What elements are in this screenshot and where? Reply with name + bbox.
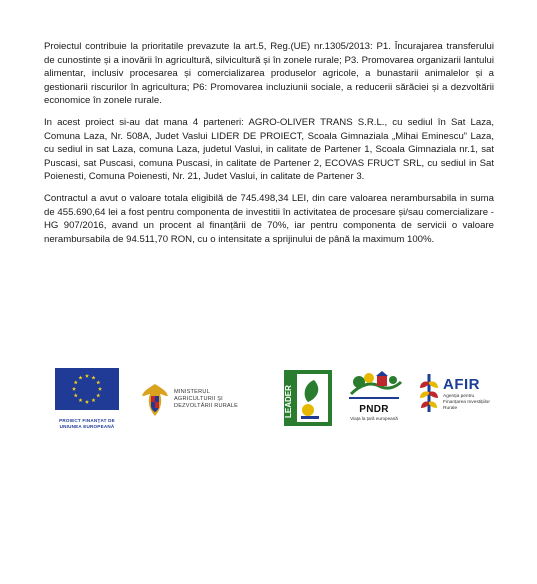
madr-caption: MINISTERUL AGRICULTURII ȘI DEZVOLTĂRII RURALE xyxy=(174,389,239,409)
afir-title: AFIR xyxy=(443,376,480,393)
paragraph-contract-value: Contractul a avut o valoare totala eligibilă de 745.498,34 LEI, din care valoarea nerambursabila in suma de 455.690,64 lei a fost pentru componenta de investitii în activitatea de procesare și/sau comercializare - HG 907/2016, avand un procent al finanțării de 70%, iar pentru componenta de servicii o valoare nerambursabila de 94.511,70 RON, cu o intensitate a sprijinului de până la maximum 100%. xyxy=(44,192,494,245)
paragraph-priorities: Proiectul contribuie la prioritatile prevazute la art.5, Reg.(UE) nr.1305/2013: P1. Încurajarea transferului de cunostinte și a inovării în agricultură, silvicultură și în zonele rurale; P3. Promovarea organizarii lantului alimentar, inclusiv procesarea și comercializarea produselor agricole, a bunastarii animalelor și a gestionarii riscurilor în agricultura; P6: Promovarea incluziunii sociale, a reducerii sărăciei și a dezvoltării economice în zonele rurale. xyxy=(44,41,494,107)
eu-logo xyxy=(55,368,119,430)
eu-flag-icon xyxy=(55,368,119,410)
pndr-logo xyxy=(345,370,403,426)
leader-text: LEADER xyxy=(284,385,293,418)
afir-logo xyxy=(417,372,497,422)
madr-logo xyxy=(140,382,250,418)
paragraph-partners: In acest proiect si-au dat mana 4 parteneri: AGRO-OLIVER TRANS S.R.L., cu sediul în Sat Laza, Comuna Laza, Nr. 508A, Judet Vaslui LIDER DE PROIECT, Scoala Gimnaziala „Mihai Eminescu” Laza, cu sediul in sat Laza, comuna Laza, judetul Vaslui, in calitate de Partener 1, Scoala Gimnaziala nr.1, sat Puscasi, sat Puscasi, comuna Puscasi, in calitate de Partener 2, ECOVAS FRUCT SRL, cu sediul in Sat Poienesti, Comuna Poienesti, Nr. 21, Judet Vaslui, in calitate de Partener 3. xyxy=(44,116,494,183)
pndr-title: PNDR xyxy=(359,404,389,415)
pndr-landscape-icon xyxy=(345,370,403,402)
eu-logo-caption: PROIECT FINANȚAT DE UNIUNEA EUROPEANĂ xyxy=(59,418,115,429)
leader-icon xyxy=(284,370,332,426)
funding-logos-bar xyxy=(52,366,492,430)
romania-coat-of-arms-icon xyxy=(140,382,170,418)
afir-subtitle: Agenția pentru Finanțarea Investițiilor Rurale xyxy=(443,394,490,411)
afir-symbol-icon xyxy=(417,372,441,416)
document-body xyxy=(44,40,494,254)
leader-logo xyxy=(284,370,332,426)
pndr-subtitle: Viața la țară europeană xyxy=(350,416,398,421)
